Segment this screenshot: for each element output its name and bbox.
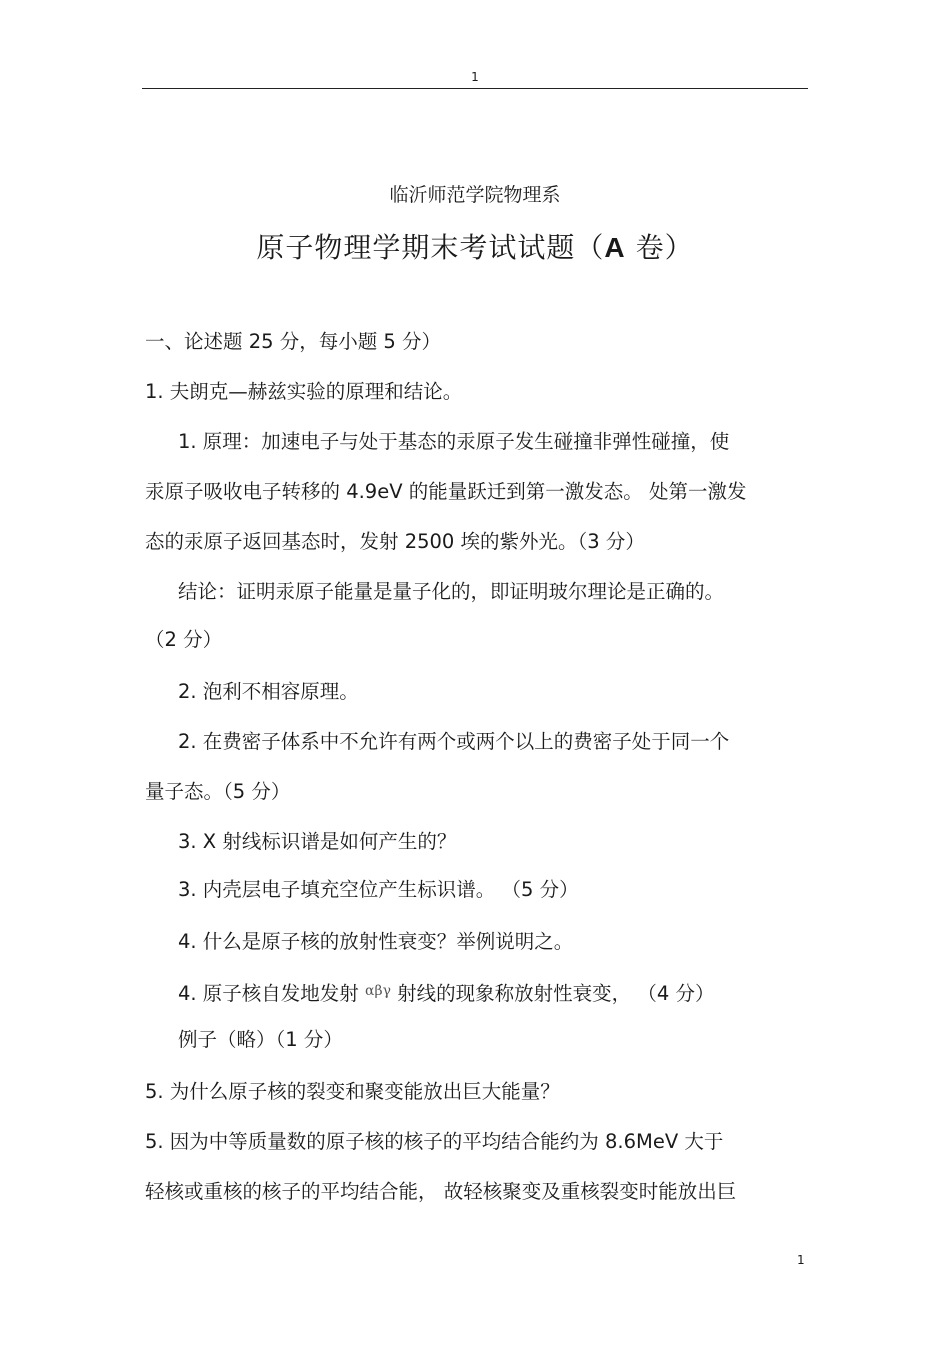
answer-1-line-2: 汞原子吸收电子转移的 4.9eV 的能量跃迁到第一激发态。 处第一激发 [145, 480, 747, 503]
header-rule [142, 88, 808, 89]
exam-title-post: 卷） [635, 231, 694, 264]
answer-2-line-2: 量子态。（5 分） [145, 780, 291, 803]
answer-2-line-1: 2. 在费密子体系中不允许有两个或两个以上的费密子处于同一个 [178, 730, 730, 753]
question-2: 2. 泡利不相容原理。 [178, 680, 359, 703]
greek-letters: αβγ [365, 983, 391, 999]
answer-4-post: 射线的现象称放射性衰变， （4 分） [390, 982, 715, 1005]
question-4: 4. 什么是原子核的放射性衰变？举例说明之。 [178, 930, 574, 953]
exam-title-pre: 原子物理学期末考试试题（ [256, 231, 605, 264]
department-name: 临沂师范学院物理系 [389, 184, 561, 206]
answer-4-line-2: 例子（略）（1 分） [178, 1028, 343, 1051]
answer-4-line-1 [178, 978, 714, 1007]
question-5: 5. 为什么原子核的裂变和聚变能放出巨大能量？ [145, 1080, 560, 1103]
answer-1-score: （2 分） [145, 628, 223, 651]
question-1: 1. 夫朗克—赫兹实验的原理和结论。 [145, 380, 463, 403]
answer-1-conclusion: 结论：证明汞原子能量是量子化的，即证明玻尔理论是正确的。 [178, 580, 725, 603]
answer-1-line-3: 态的汞原子返回基态时，发射 2500 埃的紫外光。（3 分） [145, 530, 645, 553]
answer-5-line-1: 5. 因为中等质量数的原子核的核子的平均结合能约为 8.6MeV 大于 [145, 1130, 724, 1153]
answer-4-pre: 4. 原子核自发地发射 [178, 982, 366, 1005]
header-page-number: 1 [471, 70, 479, 84]
exam-variant: A [604, 232, 626, 263]
question-3: 3. X 射线标识谱是如何产生的？ [178, 830, 457, 853]
section-heading: 一、论述题 25 分，每小题 5 分） [145, 330, 442, 353]
exam-title [0, 226, 950, 266]
answer-1-line-1: 1. 原理：加速电子与处于基态的汞原子发生碰撞非弹性碰撞，使 [178, 430, 730, 453]
answer-3: 3. 内壳层电子填充空位产生标识谱。 （5 分） [178, 878, 579, 901]
footer-page-number: 1 [797, 1253, 805, 1267]
answer-5-line-2: 轻核或重核的核子的平均结合能， 故轻核聚变及重核裂变时能放出巨 [145, 1180, 737, 1203]
